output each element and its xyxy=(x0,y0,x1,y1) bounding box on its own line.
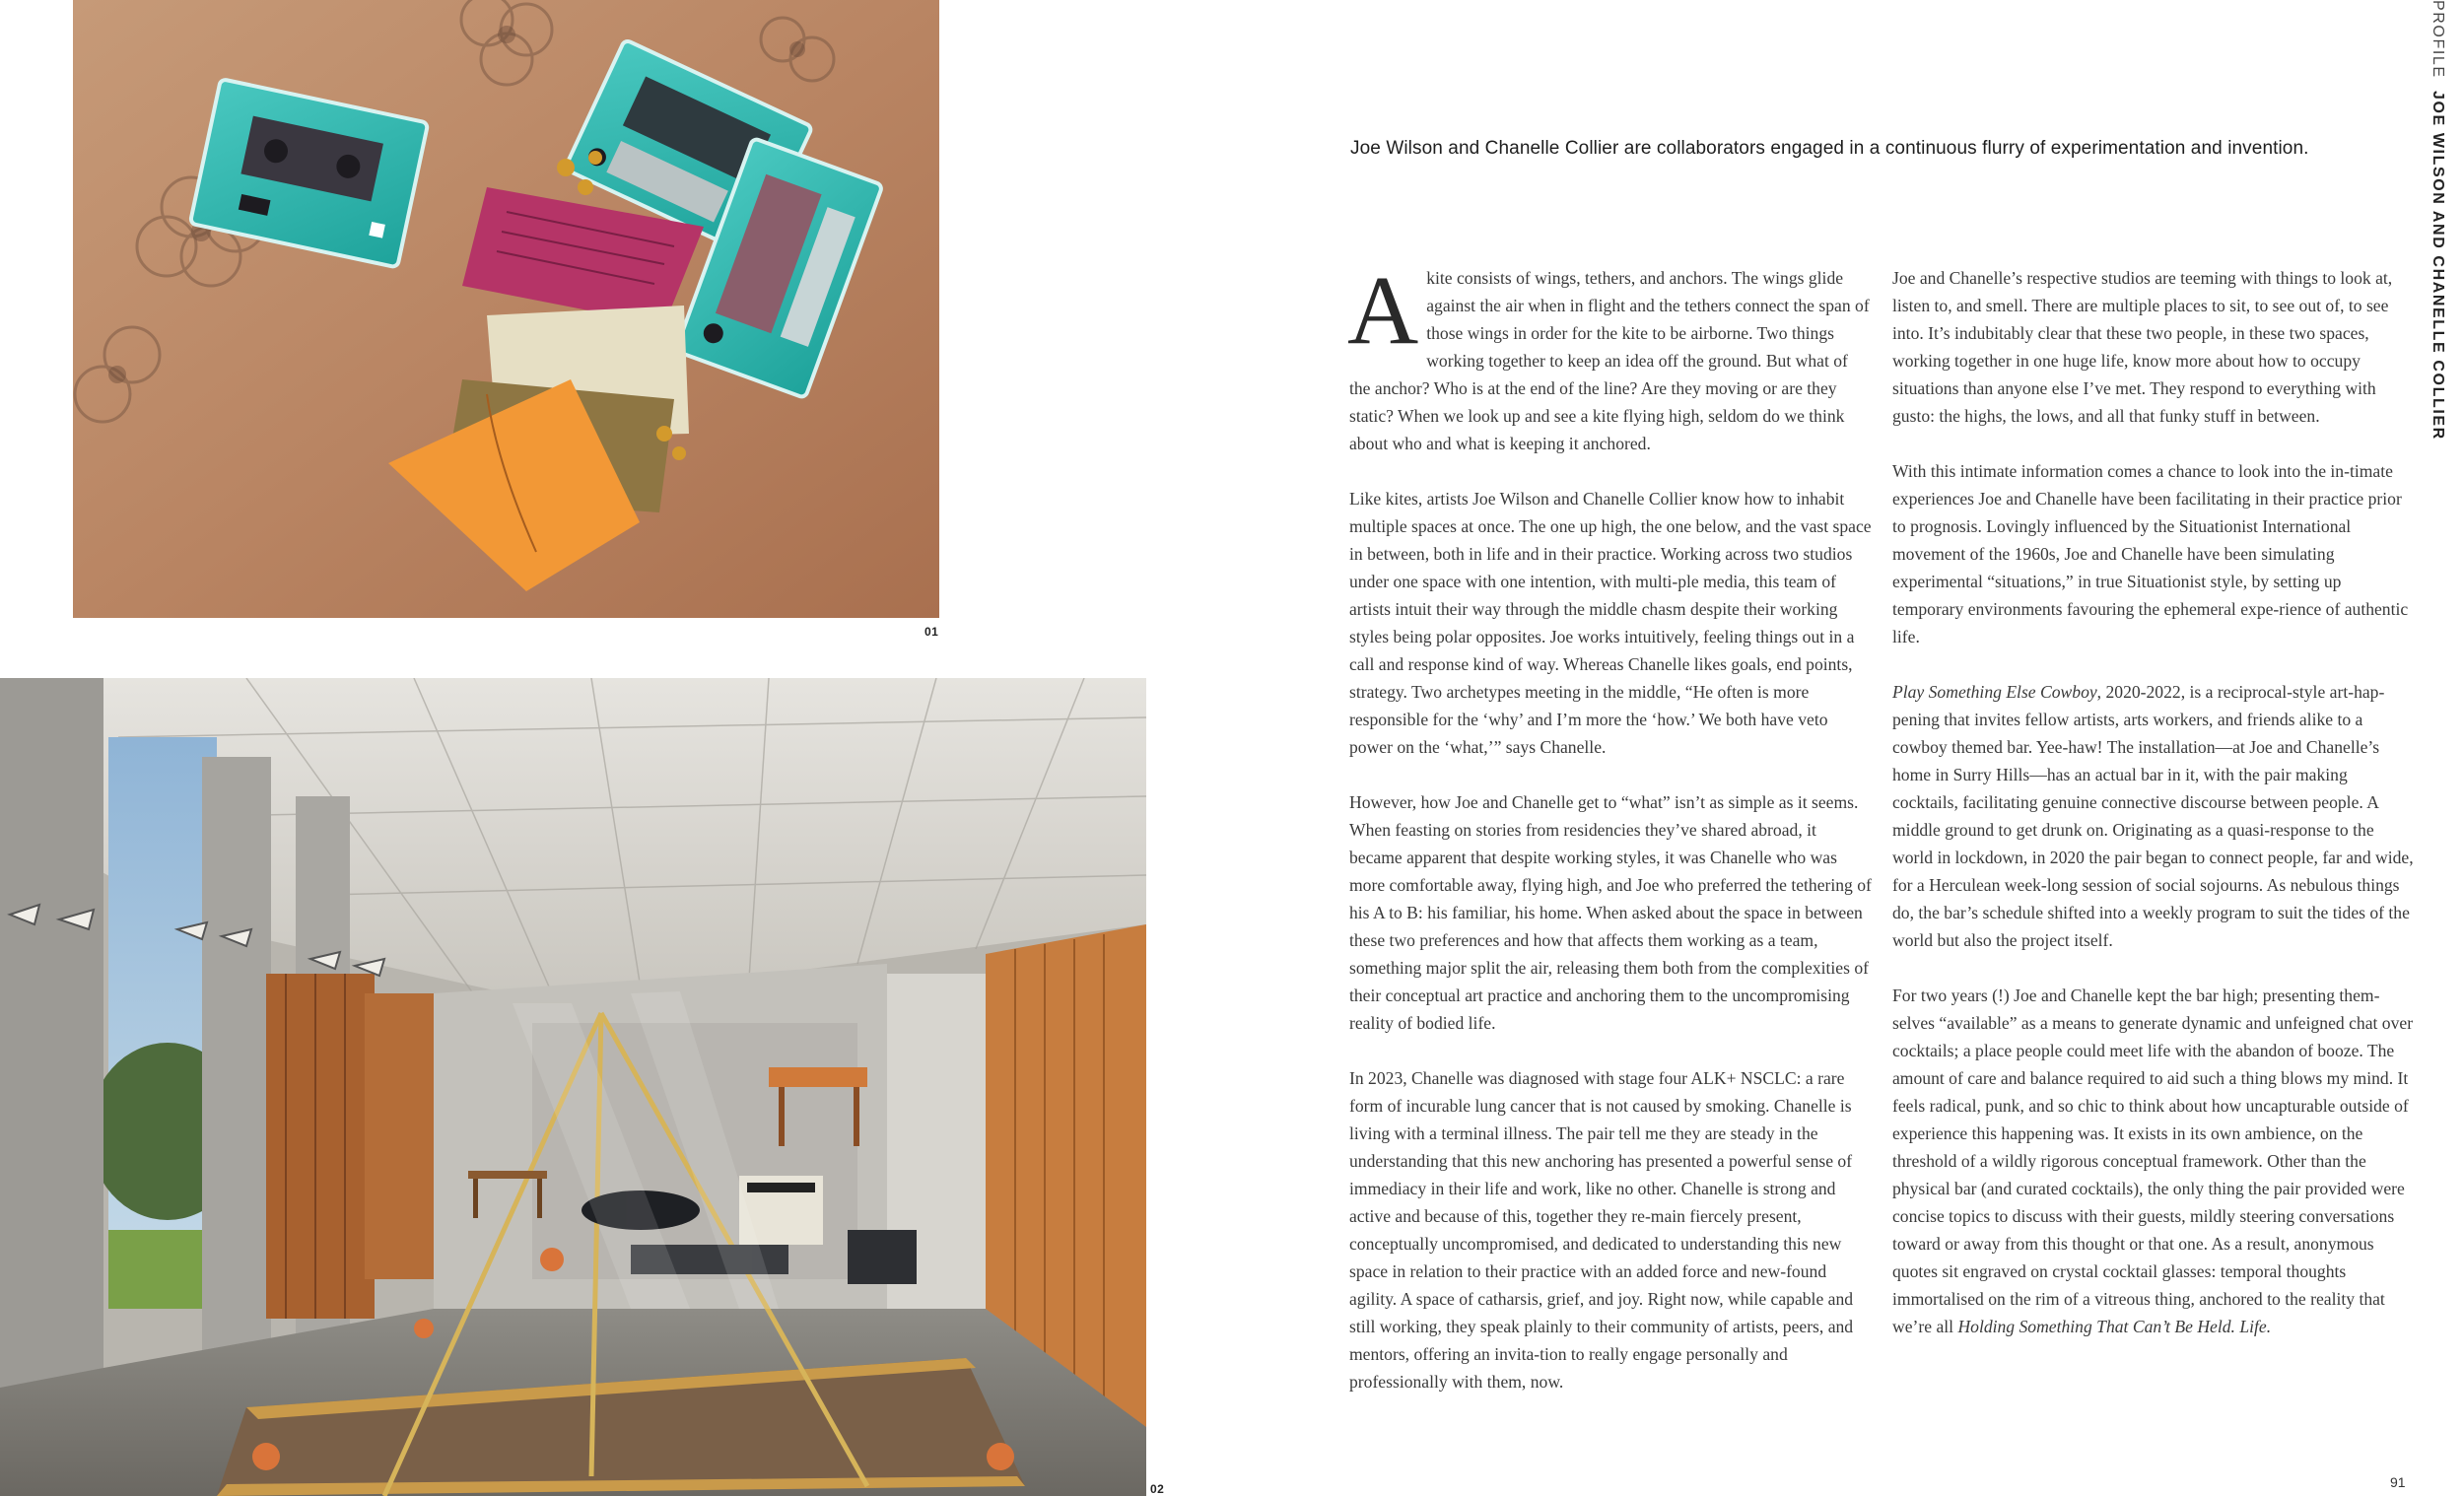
running-head-names: JOE WILSON AND CHANELLE COLLIER xyxy=(2430,90,2446,441)
article-paragraph: Like kites, artists Joe Wilson and Chanelle Collier know how to inhabit multiple spaces at once. The one up high, the one below, and the vast space in between, both in life and in their practice. Working across two studios under one space with one intention, with multi-ple media, this team of artists intuit their way through the middle chasm despite their working styles being polar opposites. Joe works intuitively, feeling things out in a call and response kind of way. Whereas Chanelle likes goals, end points, strategy. Two archetypes meeting in the middle, “He often is more responsible for the ‘why’ and I’m more the ‘how.’ We both have veto power on the ‘what,’” says Chanelle. xyxy=(1349,489,1872,757)
gallery-installation-image xyxy=(0,678,1146,1496)
cassette-tapes-photo xyxy=(73,0,939,618)
drop-cap: A xyxy=(1347,255,1419,365)
artwork-title: Play Something Else Cowboy xyxy=(1892,682,2097,702)
page-number: 91 xyxy=(2390,1474,2406,1490)
running-head xyxy=(2423,0,2446,441)
gallery-installation-photo xyxy=(0,678,1146,1496)
paragraph-text: , 2020-2022, is a reciprocal-style art-hap-pening that invites fellow artists, arts workers, and friends alike to a cowboy themed bar. Yee-haw! The installation—at Joe and Chanelle’s home in Surry Hills—has an actual bar in it, with the pair making cocktails, facilitating genuine connective discourse between people. A middle ground to get drunk on. Originating as a quasi-response to the world in lockdown, in 2020 the pair began to connect people, far and wide, for a Herculean week-long session of social sojourns. As nebulous things do, the bar’s schedule shifted into a weekly program to suit the tides of the world but also the project itself. xyxy=(1892,682,2414,950)
paragraph-text: For two years (!) Joe and Chanelle kept the bar high; presenting them-selves “available” as a means to generate dynamic and unfeigned chat over cocktails; a place people could meet life with the abandon of booze. The amount of care and balance required to aid such a thing blows my mind. It feels radical, punk, and so chic to think about how uncapturable outside of experience this happening was. It exists in its own ambience, on the threshold of a wildly rigorous conceptual framework. Other than the physical bar (and curated cocktails), the only thing the pair provided were concise topics to discuss with their guests, mildly steering conversations toward or away from this thought or that one. As a result, anonymous quotes sit engraved on crystal cocktail glasses: temporal thoughts immortalised on the rim of a vitreous thing, anchored to the reality that we’re all xyxy=(1892,986,2414,1336)
figure-number-02: 02 xyxy=(1150,1482,1165,1496)
article-column-1 xyxy=(1347,255,1872,1423)
cassette-tapes-image xyxy=(73,0,939,618)
article-paragraph: However, how Joe and Chanelle get to “what” isn’t as simple as it seems. When feasting on stories from residencies they’ve shared abroad, it became apparent that despite working styles, it was Chanelle who was more comfortable away, flying high, and Joe who preferred the tethering of his A to B: his familiar, his home. When asked about the space in between these two preferences and how that affects them working as a team, something major split the air, releasing them both from the complexities of their conceptual art practice and anchoring them to the uncompromising reality of bodied life. xyxy=(1349,792,1872,1033)
article-paragraph xyxy=(1892,678,2415,954)
article-paragraph: Joe and Chanelle’s respective studios are teeming with things to look at, listen to, and smell. There are multiple places to sit, to see out of, to see into. It’s indubitably clear that these two people, in these two spaces, working together in one huge life, know more about how to occupy situations than anyone else I’ve met. They respond to everything with gusto: the highs, the lows, and all that funky stuff in between. xyxy=(1892,268,2393,426)
article-paragraph: With this intimate information comes a chance to look into the in-timate experiences Joe and Chanelle have been facilitating in their practice prior to prognosis. Lovingly influenced by the Situationist International movement of the 1960s, Joe and Chanelle have been simulating experimental “situations,” in true Situationist style, by setting up temporary environments favouring the ephemeral expe-rience of authentic life. xyxy=(1892,461,2409,646)
paragraph-text: kite consists of wings, tethers, and anchors. The wings glide against the air when in flight and the tethers connect the span of those wings in order for the kite to be airborne. Two things working together to keep an idea off the ground. But what of the anchor? Who is at the end of the line? Are they moving or are they static? When we look up and see a kite flying high, seldom do we think about who and what is keeping it anchored. xyxy=(1349,268,1870,453)
standfirst: Joe Wilson and Chanelle Collier are collaborators engaged in a continuous flurry of experimentation and invention. xyxy=(1350,138,2309,159)
running-head-section: PROFILE xyxy=(2430,0,2446,79)
article-column-2 xyxy=(1892,264,2415,1368)
article-paragraph: In 2023, Chanelle was diagnosed with stage four ALK+ NSCLC: a rare form of incurable lung cancer that is not caused by smoking. Chanelle is living with a terminal illness. The pair tell me they are steady in the understanding that this new anchoring has presented a powerful sense of immediacy in their life and work, like no other. Chanelle is strong and active and because of this, together they re-main fiercely present, conceptually uncompromised, and dedicated to understanding this new space in relation to their practice with an added force and new-found agility. A space of catharsis, grief, and joy. Right now, while capable and still working, they speak plainly to their community of artists, peers, and mentors, offering an invita-tion to really engage personally and professionally with them, now. xyxy=(1349,1068,1854,1392)
closing-phrase: Holding Something That Can’t Be Held. Life. xyxy=(1957,1317,2272,1336)
article-paragraph xyxy=(1892,982,2415,1340)
figure-number-01: 01 xyxy=(924,625,939,639)
article-paragraph xyxy=(1347,255,1872,457)
